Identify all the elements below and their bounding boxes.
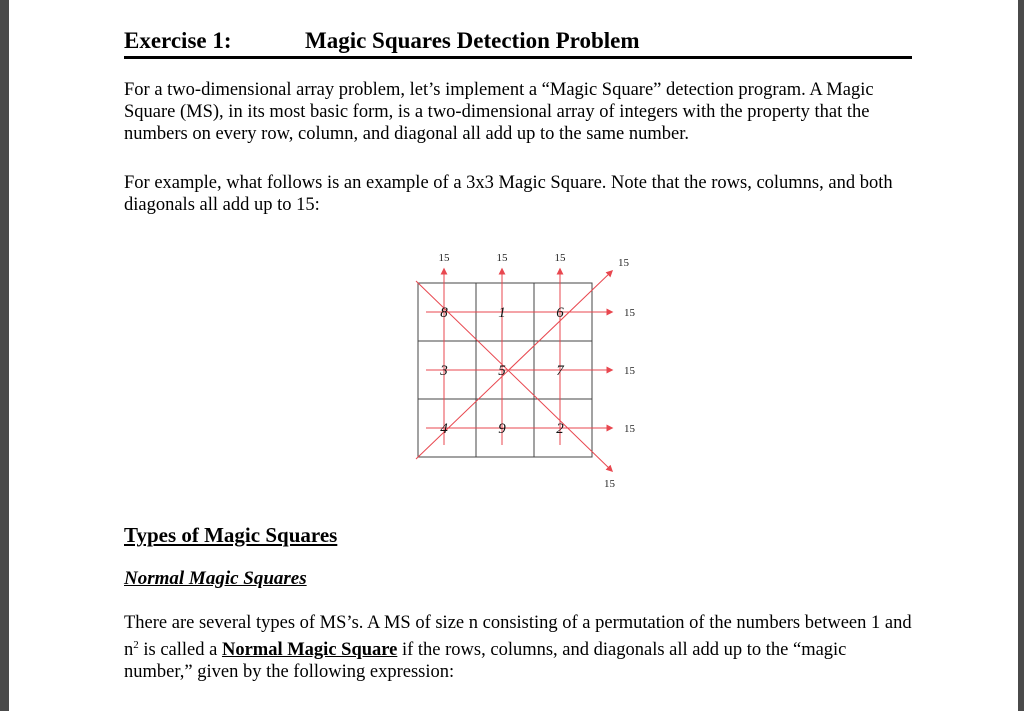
normal-magic-square-term: Normal Magic Square	[221, 640, 398, 661]
row-sum-label: 15	[624, 307, 635, 319]
row-sum-label: 15	[624, 365, 635, 377]
diagonal-sum-bottom-label: 15	[604, 478, 615, 490]
normal-ms-text-after: if the rows, columns, and diagonals all add up to the “magic number,” given by the following expression:	[124, 640, 847, 683]
grid-cell-value: 8	[440, 305, 448, 321]
example-paragraph: For example, what follows is an example of a 3x3 Magic Square. Note that the rows, columns, and both diagonals all add up to 15:	[124, 173, 893, 215]
grid-cell-value: 1	[498, 305, 506, 321]
column-sum-label: 15	[554, 252, 566, 264]
normal-ms-subheading: Normal Magic Squares	[124, 568, 307, 589]
intro-paragraph: For a two-dimensional array problem, let’s implement a “Magic Square” detection program. A Magic Square (MS), in its most basic form, is a two-dimensional array of integers with the property that the numbers on every row, column, and diagonal all add up to the same number.	[124, 80, 874, 144]
grid-cell-value: 6	[556, 305, 564, 321]
grid-cell-value: 9	[498, 421, 506, 437]
grid-cell-value: 2	[556, 421, 564, 437]
grid-cell-value: 4	[440, 421, 448, 437]
exercise-title: Magic Squares Detection Problem	[305, 28, 640, 53]
grid-cell-value: 3	[440, 363, 448, 379]
normal-ms-text-middle: is called a	[138, 640, 222, 661]
row-sum-label: 15	[624, 423, 635, 435]
diagonal-sum-top-label: 15	[618, 257, 629, 269]
n-squared-superscript: 2	[133, 639, 139, 651]
normal-ms-text-before: There are several types of MS’s. A MS of size n consisting of a permutation of the numbers between 1 and n	[124, 613, 912, 661]
grid-cell-value: 5	[498, 363, 506, 379]
column-sum-label: 15	[496, 252, 508, 264]
types-heading: Types of Magic Squares	[124, 523, 338, 547]
grid-cell-value: 7	[556, 363, 564, 379]
column-sum-label: 15	[438, 252, 450, 264]
exercise-label: Exercise 1:	[124, 28, 232, 53]
normal-ms-paragraph	[124, 612, 914, 683]
